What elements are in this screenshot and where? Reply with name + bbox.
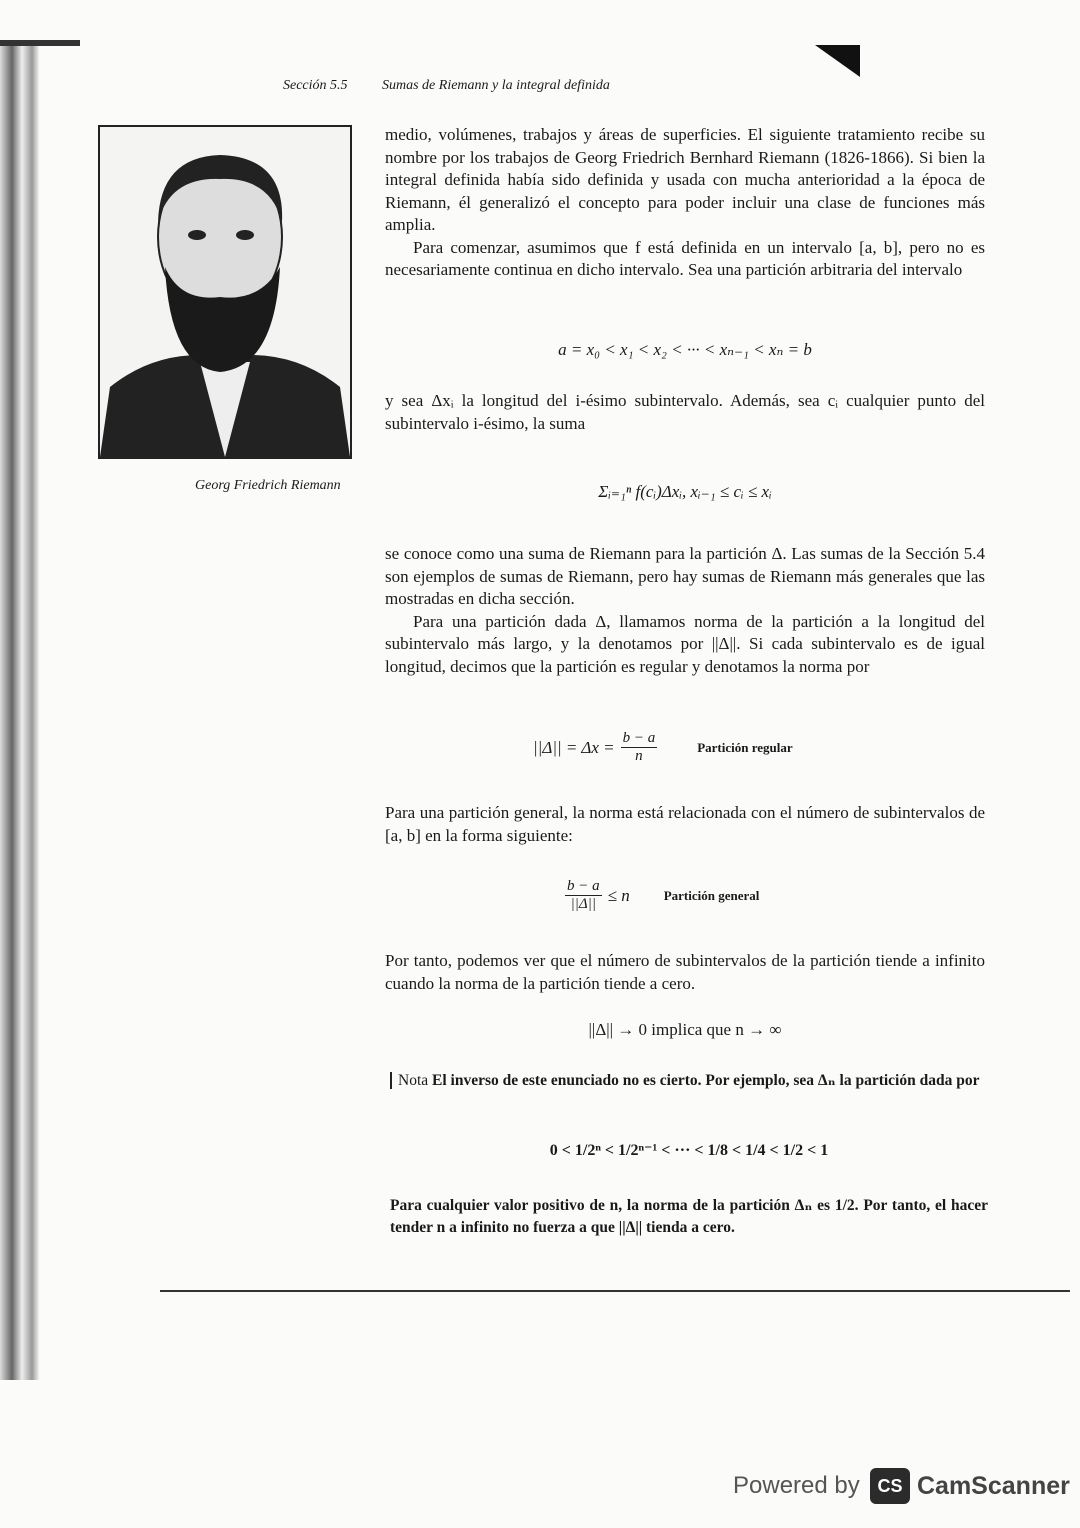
dyadic-partition: 0 < 1/2ⁿ < 1/2ⁿ⁻¹ < ··· < 1/8 < 1/4 < 1/2 < 1 bbox=[549, 1142, 829, 1159]
page-corner-shadow bbox=[815, 45, 860, 77]
book-binding-edge bbox=[0, 40, 40, 1380]
paragraph-6: Para una partición general, la norma está relacionada con el número de subintervalos de [a, b] en la forma siguiente: bbox=[385, 803, 985, 845]
portrait-caption: Georg Friedrich Riemann bbox=[195, 478, 341, 493]
general-label: Partición general bbox=[663, 887, 760, 903]
page-edge bbox=[0, 40, 80, 46]
page-bottom-rule bbox=[160, 1290, 1070, 1292]
general-norm-equation bbox=[565, 878, 759, 913]
camscanner-brand: CamScanner bbox=[917, 1472, 1070, 1500]
regular-label: Partición regular bbox=[697, 739, 793, 755]
fraction bbox=[621, 730, 658, 765]
regular-norm-equation bbox=[533, 730, 793, 765]
paragraph-intro bbox=[385, 124, 985, 282]
fraction bbox=[565, 878, 602, 913]
eq3-left: ||Δ|| = Δx = bbox=[533, 737, 615, 757]
denominator: ||Δ|| bbox=[570, 896, 596, 912]
partition-equation: a = x₀ < x₁ < x₂ < ··· < xₙ₋₁ < xₙ = b bbox=[558, 340, 812, 359]
riemann-portrait bbox=[98, 125, 352, 459]
camscanner-logo-icon: CS bbox=[870, 1468, 910, 1504]
paragraph-7: Por tanto, podemos ver que el número de subintervalos de la partición tiende a infinito cuando la norma de la partición tiende a cero. bbox=[385, 951, 985, 993]
limit-implication: ||Δ|| → 0 implica que n → ∞ bbox=[588, 1020, 782, 1039]
riemann-sum-equation: Σᵢ₌₁ⁿ f(cᵢ)Δxᵢ, xᵢ₋₁ ≤ cᵢ ≤ xᵢ bbox=[598, 482, 772, 501]
note-block bbox=[390, 1070, 988, 1092]
note-conclusion: Para cualquier valor positivo de n, la norma de la partición Δₙ es 1/2. Por tanto, el hacer tender n a infinito no fuerza a que ||Δ|| tienda a cero. bbox=[390, 1197, 988, 1236]
running-header: Sumas de Riemann y la integral definida bbox=[382, 78, 610, 93]
paragraph-3: y sea Δxᵢ la longitud del i-ésimo subintervalo. Además, sea cᵢ cualquier punto del subintervalo i-ésimo, la suma bbox=[385, 391, 985, 433]
paragraph-1: medio, volúmenes, trabajos y áreas de superficies. El siguiente tratamiento recibe su nombre por los trabajos de Georg Friedrich Bernhard Riemann (1826-1866). Si bien la integral definida había sido definida y usada con mucha anterioridad a la época de Riemann, él generalizó el concepto para poder incluir una clase de funciones más amplia. bbox=[385, 125, 985, 234]
paragraph-4-text: se conoce como una suma de Riemann para la partición Δ. Las sumas de la Sección 5.4 son ejemplos de sumas de Riemann, pero hay sumas de Riemann más generales que las mostradas en dicha sección. bbox=[385, 544, 985, 608]
note-text: El inverso de este enunciado no es cierto. Por ejemplo, sea Δₙ la partición dada por bbox=[432, 1072, 980, 1089]
denominator: n bbox=[635, 748, 643, 764]
eq4-right: ≤ n bbox=[607, 885, 630, 905]
paragraph-5: Para una partición dada Δ, llamamos norma de la partición a la longitud del subintervalo más largo, y la denotamos por ||Δ||. Si cada subintervalo es de igual longitud, decimos que la partición es regular y denotamos la norma por bbox=[385, 611, 985, 676]
paragraph-4 bbox=[385, 543, 985, 678]
powered-by-text: Powered by bbox=[733, 1472, 860, 1499]
numerator: b − a bbox=[567, 878, 600, 894]
note-label: Nota bbox=[390, 1072, 428, 1089]
section-number: Sección 5.5 bbox=[283, 78, 348, 93]
paragraph-2: Para comenzar, asumimos que f está definida en un intervalo [a, b], pero no es necesariamente continua en dicho intervalo. Sea una partición arbitraria del intervalo bbox=[385, 237, 985, 279]
numerator: b − a bbox=[622, 730, 656, 746]
